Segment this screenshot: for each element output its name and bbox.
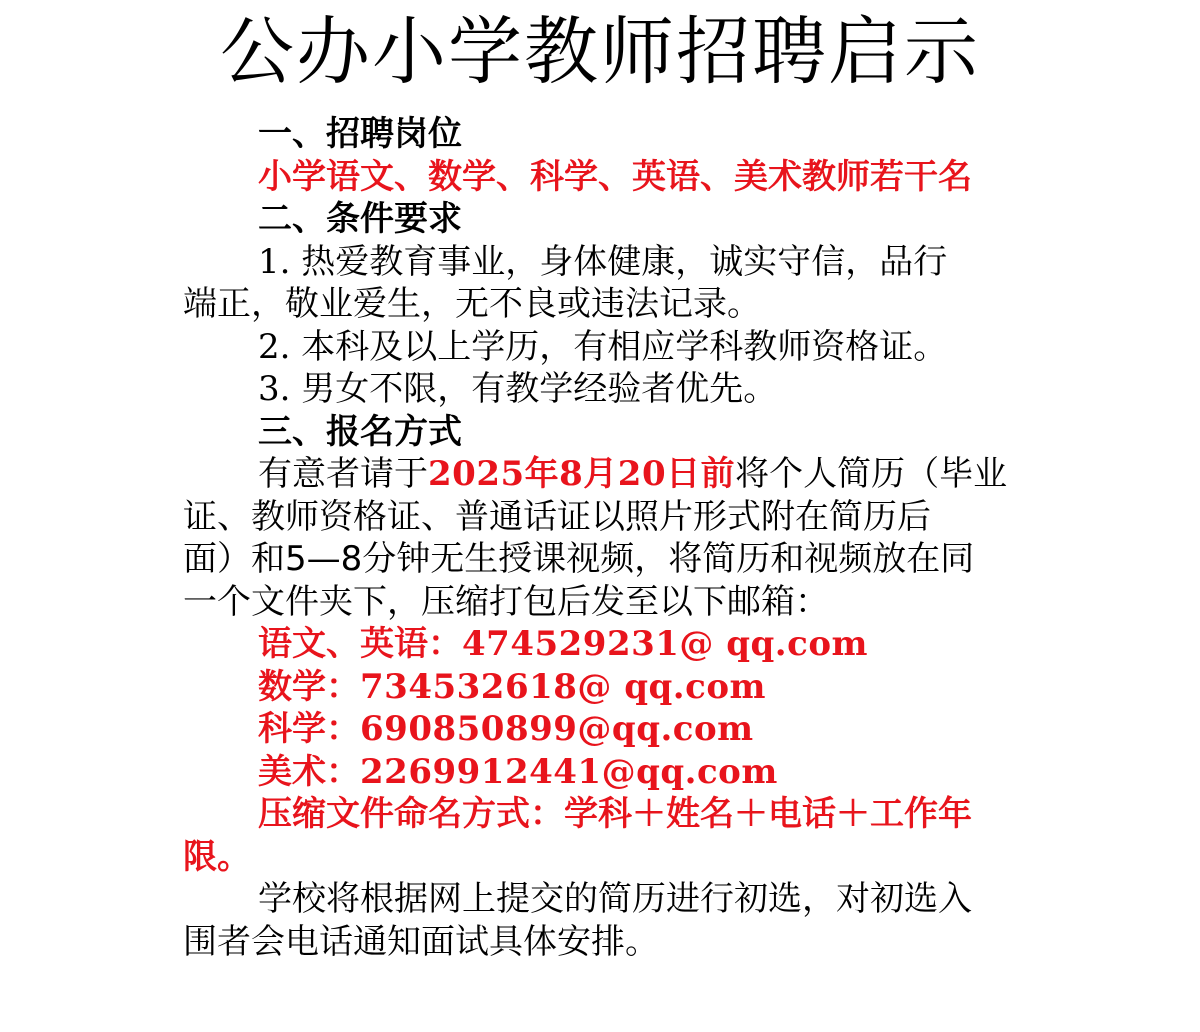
section-heading-application: 三、报名方式 — [258, 411, 462, 452]
notice-body — [183, 113, 1033, 963]
requirement-2-number: 2. — [258, 326, 291, 367]
deadline-date: 2025年8月20日前 — [428, 454, 736, 494]
email-row-chinese-english — [183, 623, 1033, 666]
email-row-art — [183, 751, 1033, 794]
requirement-2-text: 本科及以上学历，有相应学科教师资格证。 — [301, 326, 948, 367]
email-address: 734532618@ qq.com — [360, 666, 766, 707]
intro-suffix: 将个人简历（毕业 — [735, 454, 1008, 494]
application-intro-line-4: 一个文件夹下，压缩打包后发至以下邮箱： — [183, 581, 829, 622]
email-subject: 数学： — [258, 666, 360, 707]
email-row-math — [183, 666, 1033, 709]
application-intro-line-3: 面）和5—8分钟无生授课视频，将简历和视频放在同 — [183, 539, 975, 579]
closing-line-2: 围者会电话通知面试具体安排。 — [183, 921, 659, 962]
requirement-3-text: 男女不限，有教学经验者优先。 — [301, 369, 778, 409]
file-naming-line-2: 限。 — [183, 836, 251, 877]
email-row-science — [183, 708, 1033, 751]
requirement-3 — [183, 368, 1033, 411]
application-intro-line-2: 证、教师资格证、普通话证以照片形式附在简历后 — [183, 496, 931, 537]
email-subject: 科学： — [258, 709, 360, 749]
application-intro-line-1 — [183, 453, 1033, 496]
email-address: 2269912441@qq.com — [360, 751, 778, 792]
intro-prefix: 有意者请于 — [258, 454, 428, 494]
email-subject: 语文、英语： — [258, 624, 462, 664]
positions-text: 小学语文、数学、科学、英语、美术教师若干名 — [258, 156, 972, 197]
email-address: 690850899@qq.com — [360, 709, 754, 749]
requirement-2 — [183, 326, 1033, 369]
section-heading-positions: 一、招聘岗位 — [258, 114, 462, 154]
closing-line-1: 学校将根据网上提交的简历进行初选，对初选入 — [258, 879, 972, 919]
section-heading-requirements: 二、条件要求 — [258, 199, 462, 239]
requirement-1-line-2: 端正，敬业爱生，无不良或违法记录。 — [183, 284, 761, 324]
requirement-1-number: 1. — [258, 241, 291, 282]
requirement-1-text: 热爱教育事业，身体健康，诚实守信，品行 — [301, 241, 948, 282]
email-address: 474529231@ qq.com — [462, 624, 868, 664]
page-title: 公办小学教师招聘启示 — [220, 9, 980, 95]
file-naming-line-1: 压缩文件命名方式：学科＋姓名＋电话＋工作年 — [258, 794, 972, 834]
requirement-1-line-1 — [183, 241, 1033, 284]
email-subject: 美术： — [258, 751, 360, 792]
requirement-3-number: 3. — [258, 369, 291, 409]
